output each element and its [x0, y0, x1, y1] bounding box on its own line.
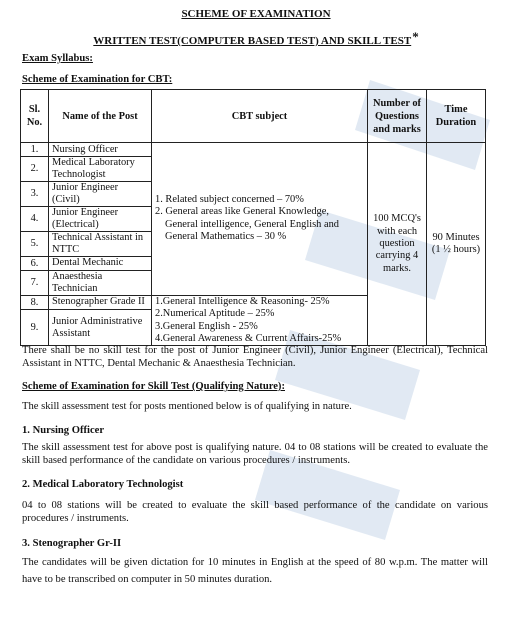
row-number: 2.: [21, 157, 49, 182]
header-sl-no: Sl. No.: [21, 90, 49, 143]
table-header-row: [21, 90, 486, 143]
post-name: Junior Engineer (Electrical): [49, 206, 152, 231]
section-body-stenographer: The candidates will be given dictation for 10 minutes in English at the speed of 80 w.p.m. The matter will have to be transcribed on computer in 50 minutes duration.: [22, 557, 488, 585]
exam-syllabus-label: [22, 52, 93, 65]
exam-syllabus-text: Exam Syllabus:: [22, 53, 93, 64]
post-name: Dental Mechanic: [49, 256, 152, 270]
table-row: [21, 143, 486, 157]
post-name: Anaesthesia Technician: [49, 270, 152, 295]
post-name: Junior Administrative Assistant: [49, 309, 152, 346]
post-name: Junior Engineer (Civil): [49, 181, 152, 206]
row-number: 9.: [21, 309, 49, 346]
questions-and-marks: 100 MCQ's with each question carrying 4 marks.: [368, 143, 427, 346]
skill-test-intro: The skill assessment test for posts mentioned below is of qualifying in nature.: [22, 401, 352, 412]
row-number: 8.: [21, 295, 49, 309]
row-number: 5.: [21, 231, 49, 256]
section-title-nursing: 1. Nursing Officer: [22, 425, 105, 436]
subject-item: 2.Numerical Aptitude – 25%: [155, 308, 275, 320]
section-body-nursing: The skill assessment test for above post is qualifying nature. 04 to 08 stations will be created to evaluate the skill based performance of the candidate on various procedures / instruments.: [22, 442, 488, 467]
cbt-scheme-text: Scheme of Examination for CBT:: [22, 74, 173, 85]
subtitle-text: WRITTEN TEST(COMPUTER BASED TEST) AND SKILL TEST: [93, 35, 412, 47]
skill-test-heading: Scheme of Examination for Skill Test (Qualifying Nature):: [22, 381, 285, 392]
cbt-subject-group2: [152, 295, 368, 346]
header-post-name: Name of the Post: [49, 90, 152, 143]
row-number: 6.: [21, 256, 49, 270]
section-body-lab-tech: 04 to 08 stations will be created to evaluate the skill based performance of the candidate on various procedures / instruments.: [22, 500, 488, 525]
header-cbt-subject: CBT subject: [152, 90, 368, 143]
post-name: Nursing Officer: [49, 143, 152, 157]
header-time-duration: Time Duration: [427, 90, 486, 143]
row-number: 7.: [21, 270, 49, 295]
page-subtitle: [0, 29, 512, 49]
cbt-scheme-label: [22, 73, 172, 86]
asterisk-mark: *: [412, 29, 419, 44]
header-questions-marks: Number of Questions and marks: [368, 90, 427, 143]
section-title-stenographer: 3. Stenographer Gr-II: [22, 538, 122, 549]
time-duration: 90 Minutes (1 ½ hours): [427, 143, 486, 346]
subject-item: 2. General areas like General Knowledge, General intelligence, General English and General Mathematics – 30 %: [155, 206, 339, 243]
cbt-scheme-table: [20, 89, 486, 346]
row-number: 3.: [21, 181, 49, 206]
page-title: SCHEME OF EXAMINATION: [181, 8, 331, 20]
post-name: Stenographer Grade II: [49, 295, 152, 309]
section-title-lab-tech: 2. Medical Laboratory Technologist: [22, 479, 184, 490]
post-name: Medical Laboratory Technologist: [49, 157, 152, 182]
subject-item: 1.General Intelligence & Reasoning- 25%: [155, 295, 330, 307]
row-number: 4.: [21, 206, 49, 231]
subject-item: 3.General English - 25%: [155, 320, 258, 332]
cbt-subject-group1: [152, 143, 368, 296]
row-number: 1.: [21, 143, 49, 157]
subject-item: 4.General Awareness & Current Affairs-25%: [155, 332, 342, 344]
post-name: Technical Assistant in NTTC: [49, 231, 152, 256]
subject-item: 1. Related subject concerned – 70%: [155, 193, 304, 205]
no-skill-test-note: There shall be no skill test for the post of Junior Engineer (Civil), Junior Engineer (Electrical), Technical Assistant in NTTC, Dental Mechanic & Anaesthesia Technician.: [22, 345, 488, 370]
